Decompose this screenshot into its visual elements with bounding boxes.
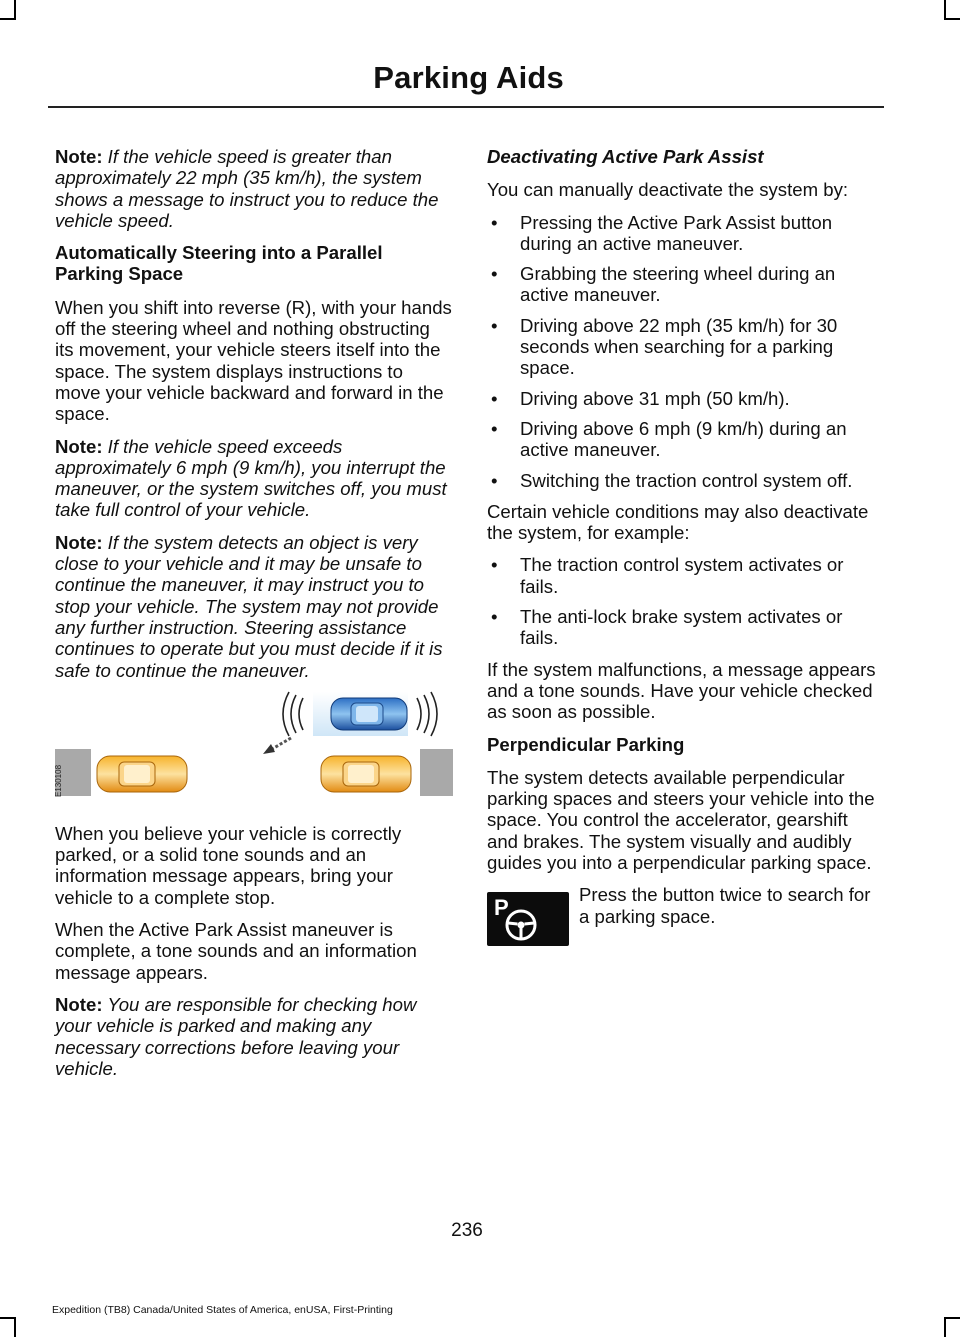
page-title: Parking Aids — [373, 60, 564, 95]
note-object-detected — [55, 532, 453, 681]
bullet: • — [491, 469, 498, 491]
note-responsibility — [55, 994, 453, 1079]
crop-mark — [944, 1317, 960, 1319]
list-item — [487, 212, 881, 255]
list-item-text: The traction control system activates or fails. — [520, 554, 844, 597]
paragraph-vehicle-conditions: Certain vehicle conditions may also deactivate the system, for example: — [487, 500, 869, 544]
sensor-waves-left — [283, 692, 303, 736]
press-instruction-text: Press the button twice to search for a parking space. — [579, 884, 871, 927]
park-letter: P — [494, 895, 509, 921]
list-item-text: Grabbing the steering wheel during an active maneuver. — [520, 263, 836, 306]
list-item — [487, 388, 881, 409]
crop-mark — [944, 1317, 946, 1337]
bullet: • — [491, 387, 498, 409]
list-item-text: Switching the traction control system off. — [520, 469, 853, 491]
list-item — [487, 606, 881, 649]
note-speed-warning — [55, 146, 453, 231]
sensor-waves-right — [417, 692, 437, 736]
section-heading-parallel: Automatically Steering into a Parallel Parking Space — [55, 242, 383, 285]
left-column — [55, 146, 453, 1090]
paragraph-reverse: When you shift into reverse (R), with your hands off the steering wheel and nothing obstructing its movement, your vehicle steers itself into the space. The system displays instructions to move your vehicle backward and forward in the space. — [55, 296, 452, 425]
list-item-text: Driving above 22 mph (35 km/h) for 30 seconds when searching for a parking space. — [520, 314, 838, 379]
list-item-text: Pressing the Active Park Assist button during an active maneuver. — [520, 211, 833, 254]
crop-mark — [944, 0, 946, 20]
crop-mark — [0, 1317, 16, 1319]
list-item-text: Driving above 31 mph (50 km/h). — [520, 387, 790, 409]
section-heading-deactivating: Deactivating Active Park Assist — [487, 146, 764, 167]
section-heading-perpendicular: Perpendicular Parking — [487, 733, 685, 755]
reverse-arrow-icon — [263, 738, 291, 754]
crop-mark — [14, 0, 16, 20]
park-assist-glyph — [487, 892, 569, 946]
crop-mark — [944, 18, 960, 20]
note-text: If the system detects an object is very close to your vehicle and it may be unsafe to continue the maneuver, it may instruct you to stop your vehicle. The system may not provide any further instruction. Steering assistance continues to operate but you must decide if it is safe to continue the maneuver. — [55, 531, 443, 681]
note-label: Note: — [55, 146, 103, 167]
right-column — [487, 146, 881, 944]
crop-mark — [0, 18, 16, 20]
paragraph-manual-deactivate: You can manually deactivate the system by: — [487, 179, 849, 201]
list-item-text: Driving above 6 mph (9 km/h) during an active maneuver. — [520, 417, 847, 461]
list-item — [487, 418, 881, 461]
bullet: • — [491, 211, 498, 233]
list-item — [487, 263, 881, 306]
curb-right — [420, 749, 453, 796]
bullet: • — [491, 314, 498, 336]
bullet: • — [491, 417, 498, 439]
list-item-text: The anti-lock brake system activates or fails. — [520, 606, 843, 649]
parked-car-rear — [321, 756, 411, 792]
note-label: Note: — [55, 993, 103, 1015]
note-text: If the vehicle speed exceeds approximately 6 mph (9 km/h), you interrupt the maneuver, or the system switches off, you must take full control of your vehicle. — [55, 435, 447, 521]
deactivation-list — [487, 212, 881, 491]
list-item — [487, 554, 881, 597]
list-item — [487, 315, 881, 379]
paragraph-malfunction: If the system malfunctions, a message appears and a tone sounds. Have your vehicle checked as soon as possible. — [487, 658, 876, 723]
paragraph-correctly-parked: When you believe your vehicle is correctly parked, or a solid tone sounds and an information message appears, bring your vehicle to a complete stop. — [55, 822, 402, 908]
crop-mark — [14, 1317, 16, 1337]
header-divider — [48, 106, 884, 108]
steering-hub — [518, 922, 525, 929]
paragraph-maneuver-complete: When the Active Park Assist maneuver is complete, a tone sounds and an information message appears. — [55, 919, 417, 983]
bullet: • — [491, 263, 498, 285]
park-assist-button-icon — [487, 892, 569, 946]
parking-diagram-svg — [55, 692, 453, 806]
parallel-parking-illustration — [55, 692, 453, 806]
page-number: 236 — [451, 1220, 483, 1241]
note-text: If the vehicle speed is greater than approximately 22 mph (35 km/h), the system shows a message to instruct you to reduce the vehicle speed. — [55, 146, 439, 231]
button-instruction — [487, 884, 881, 944]
bullet: • — [491, 554, 498, 576]
blue-car — [331, 698, 407, 730]
note-label: Note: — [55, 531, 103, 553]
footer-text: Expedition (TB8) Canada/United States of America, enUSA, First-Printing — [52, 1304, 393, 1316]
parked-car-front — [97, 756, 187, 792]
note-text: You are responsible for checking how your vehicle is parked and making any necessary corrections before leaving your vehicle. — [55, 993, 417, 1079]
steering-spoke — [508, 923, 518, 924]
note-label: Note: — [55, 435, 103, 457]
paragraph-perpendicular: The system detects available perpendicular parking spaces and steers your vehicle into the space. You control the accelerator, gearshift and brakes. The system visually and audibly guides you into a perpendicular parking space. — [487, 766, 875, 874]
bullet: • — [491, 606, 498, 628]
steering-spoke — [525, 923, 535, 924]
figure-code: E130108 — [54, 764, 63, 797]
list-item — [487, 470, 881, 491]
conditions-list — [487, 554, 881, 648]
note-speed-exceeds — [55, 436, 453, 521]
